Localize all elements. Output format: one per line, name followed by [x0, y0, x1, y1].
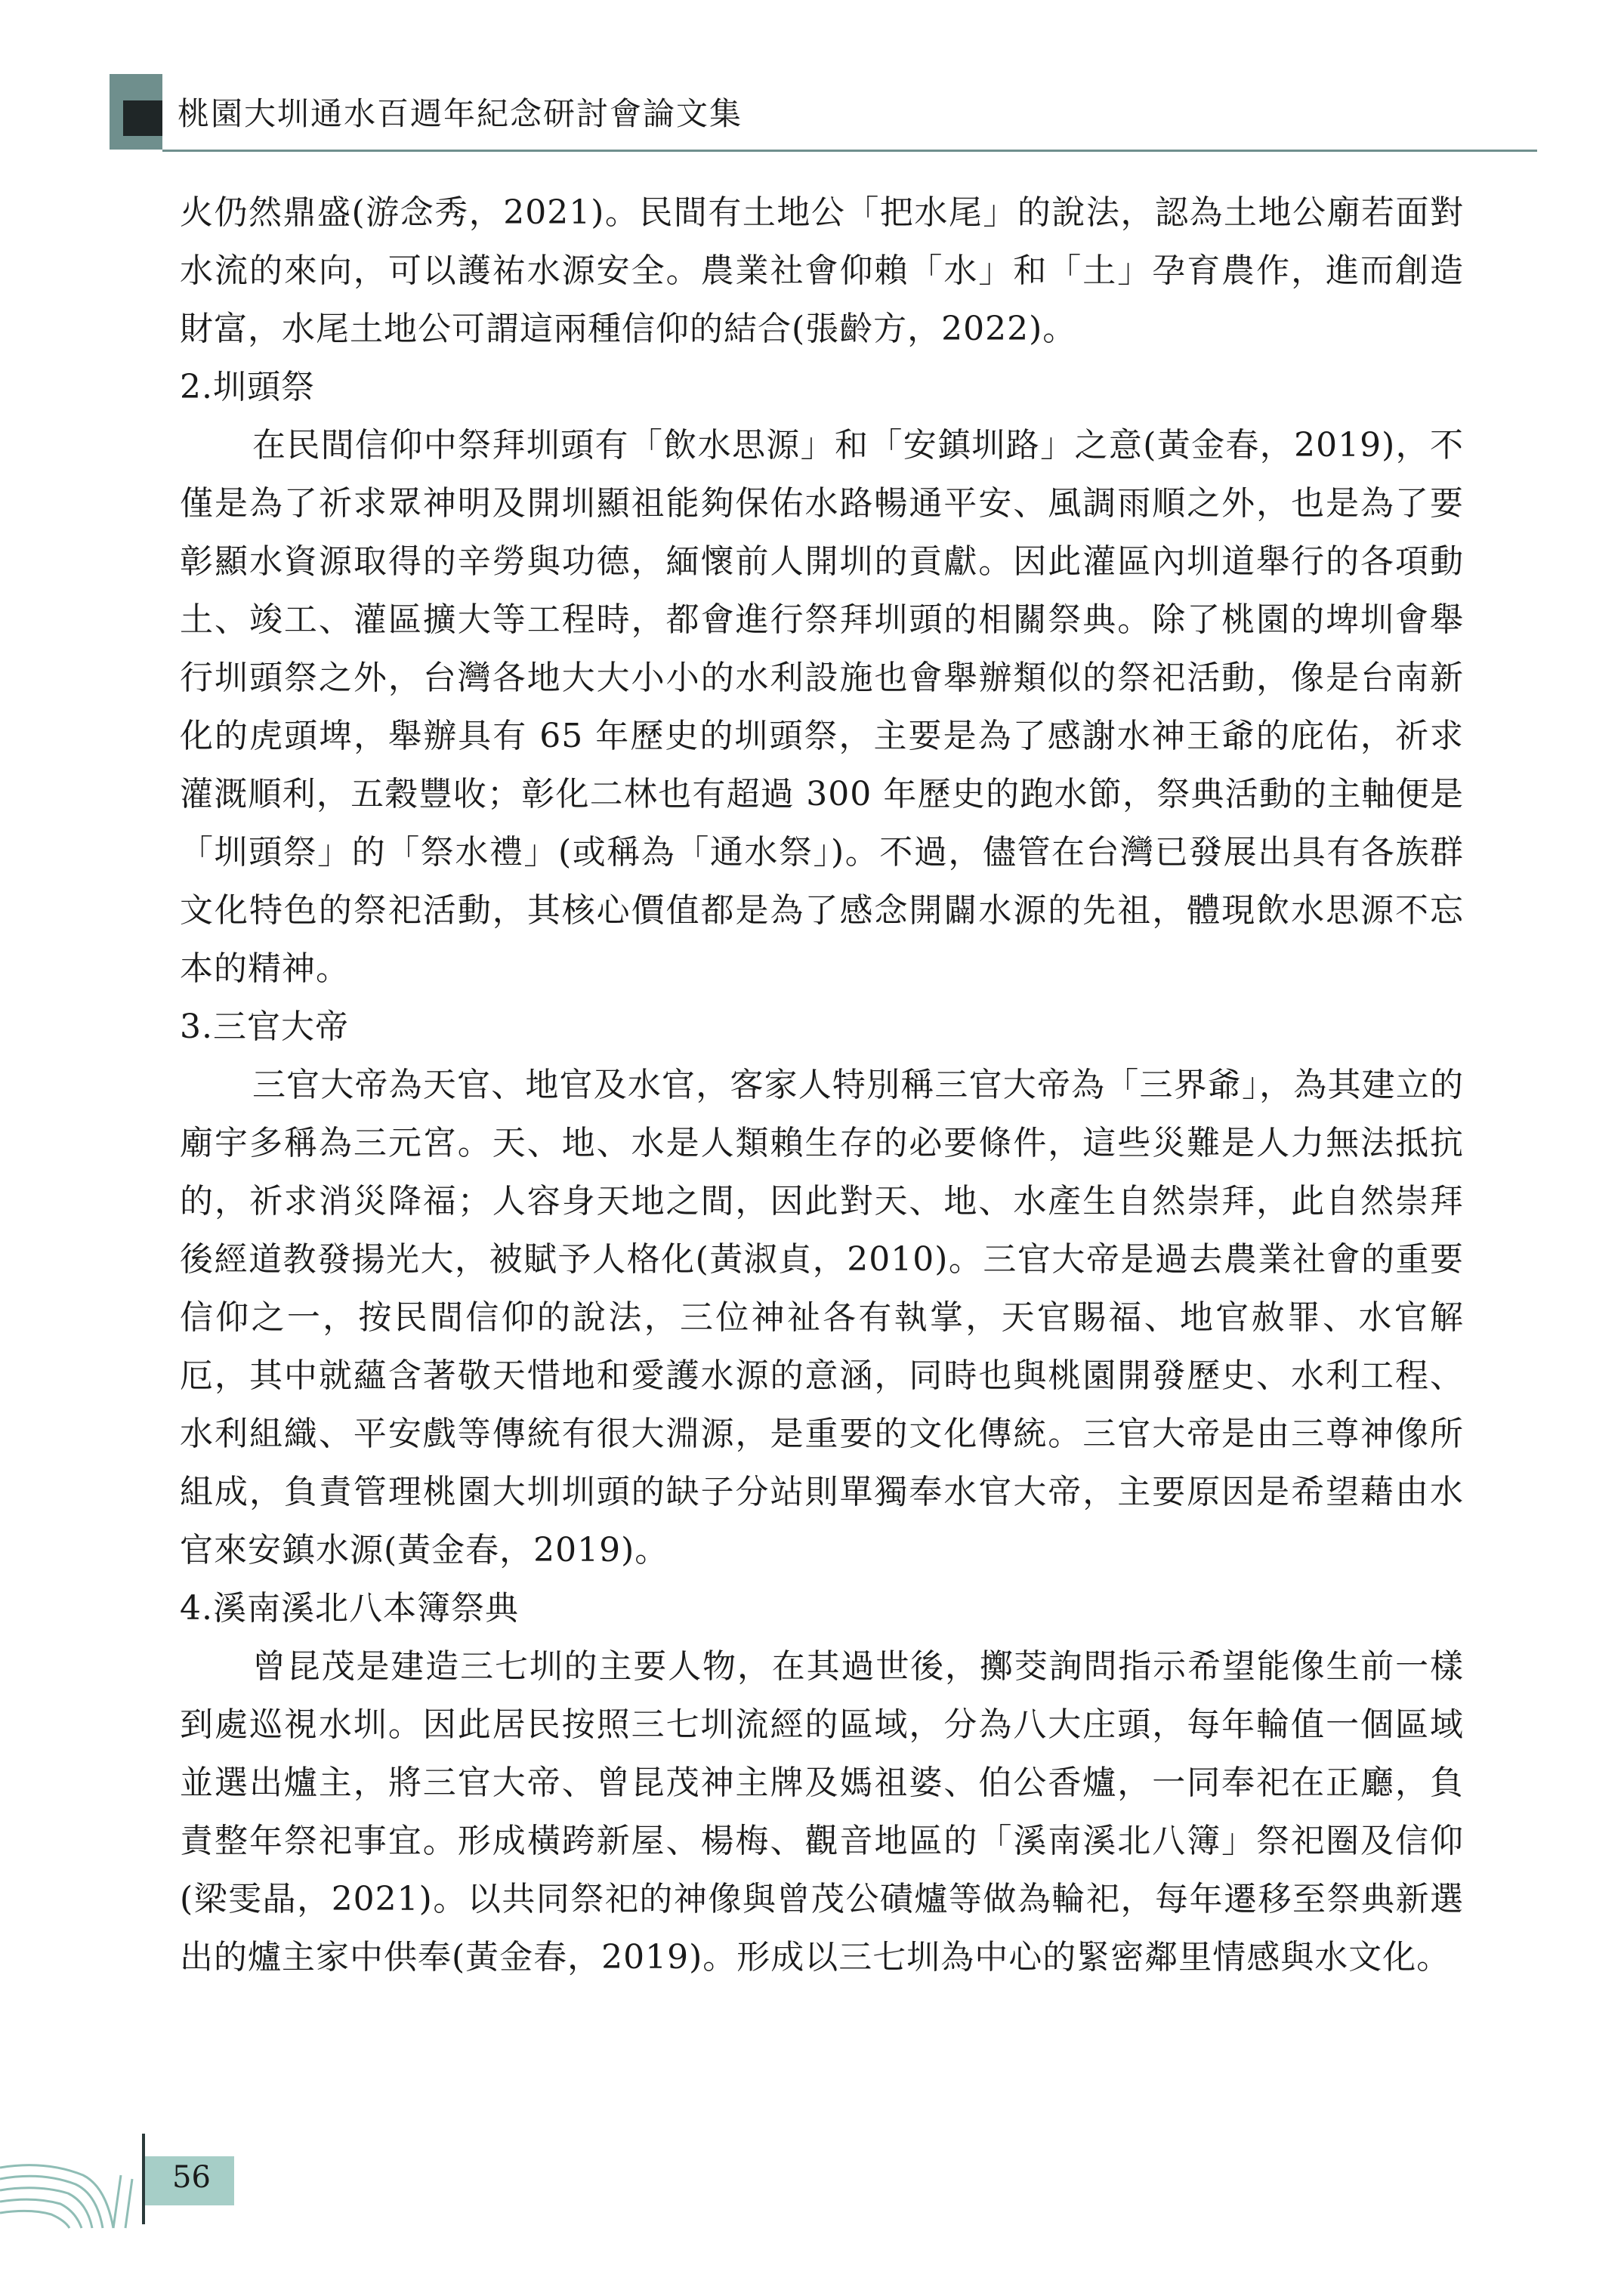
section-heading-2: 2.圳頭祭 [180, 368, 315, 406]
header-decor-square-inner [123, 100, 162, 136]
section-heading-4: 4.溪南溪北八本簿祭典 [180, 1589, 519, 1628]
section-heading-3: 3.三官大帝 [180, 1008, 349, 1046]
paragraph-4: 曾昆茂是建造三七圳的主要人物，在其過世後，擲茭詢問指示希望能像生前一樣到處巡視水圳。因此居民按照三七圳流經的區域，分為八大庄頭，每年輪值一個區域並選出爐主，將三官大帝、曾昆茂神主牌及媽祖婆、伯公香爐，一同奉祀在正廳，負責整年祭祀事宜。形成橫跨新屋、楊梅、觀音地區的「溪南溪北八簿」祭祀圈及信仰(梁雯晶，2021)。以共同祭祀的神像與曾茂公磧爐等做為輪祀，每年遷移至祭典新選出的爐主家中供奉(黃金春，2019)。形成以三七圳為中心的緊密鄰里情感與水文化。 [180, 1647, 1464, 1977]
page-number: 56 [172, 2160, 211, 2195]
paragraph-2: 在民間信仰中祭拜圳頭有「飲水思源」和「安鎮圳路」之意(黃金春，2019)，不僅是為了祈求眾神明及開圳顯祖能夠保佑水路暢通平安、風調雨順之外，也是為了要彰顯水資源取得的辛勞與功德，緬懷前人開圳的貢獻。因此灌區內圳道舉行的各項動土、竣工、灌區擴大等工程時，都會進行祭拜圳頭的相關祭典。除了桃園的埤圳會舉行圳頭祭之外，台灣各地大大小小的水利設施也會舉辦類似的祭祀活動，像是台南新化的虎頭埤，舉辦具有 65 年歷史的圳頭祭，主要是為了感謝水神王爺的庇佑，祈求灌溉順利，五穀豐收；彰化二林也有超過 300 年歷史的跑水節，祭典活動的主軸便是「圳頭祭」的「祭水禮」(或稱為「通水祭」)。不過，儘管在台灣已發展出具有各族群文化特色的祭祀活動，其核心價值都是為了感念開闢水源的先祖，體現飲水思源不忘本的精神。 [180, 426, 1464, 988]
wood-grain-decor-icon [0, 2145, 151, 2236]
running-title: 桃園大圳通水百週年紀念研討會論文集 [178, 95, 743, 132]
page-number-divider [142, 2134, 145, 2224]
paragraph-3: 三官大帝為天官、地官及水官，客家人特別稱三官大帝為「三界爺」，為其建立的廟宇多稱為三元宮。天、地、水是人類賴生存的必要條件，這些災難是人力無法抵抗的，祈求消災降福；人容身天地之間，因此對天、地、水產生自然崇拜，此自然崇拜後經道教發揚光大，被賦予人格化(黃淑貞，2010)。三官大帝是過去農業社會的重要信仰之一，按民間信仰的說法，三位神祉各有執掌，天官賜福、地官赦罪、水官解厄，其中就蘊含著敬天惜地和愛護水源的意涵，同時也與桃園開發歷史、水利工程、水利組織、平安戲等傳統有很大淵源，是重要的文化傳統。三官大帝是由三尊神像所組成，負責管理桃園大圳圳頭的缺子分站則單獨奉水官大帝，主要原因是希望藉由水官來安鎮水源(黃金春，2019)。 [180, 1066, 1464, 1569]
paragraph-1: 火仍然鼎盛(游念秀，2021)。民間有土地公「把水尾」的說法，認為土地公廟若面對水流的來向，可以護祐水源安全。農業社會仰賴「水」和「土」孕育農作，進而創造財富，水尾土地公可謂這兩種信仰的結合(張齡方，2022)。 [180, 193, 1464, 348]
header-rule [162, 150, 1537, 152]
page-header [0, 0, 1624, 166]
body-text [180, 184, 1464, 1986]
